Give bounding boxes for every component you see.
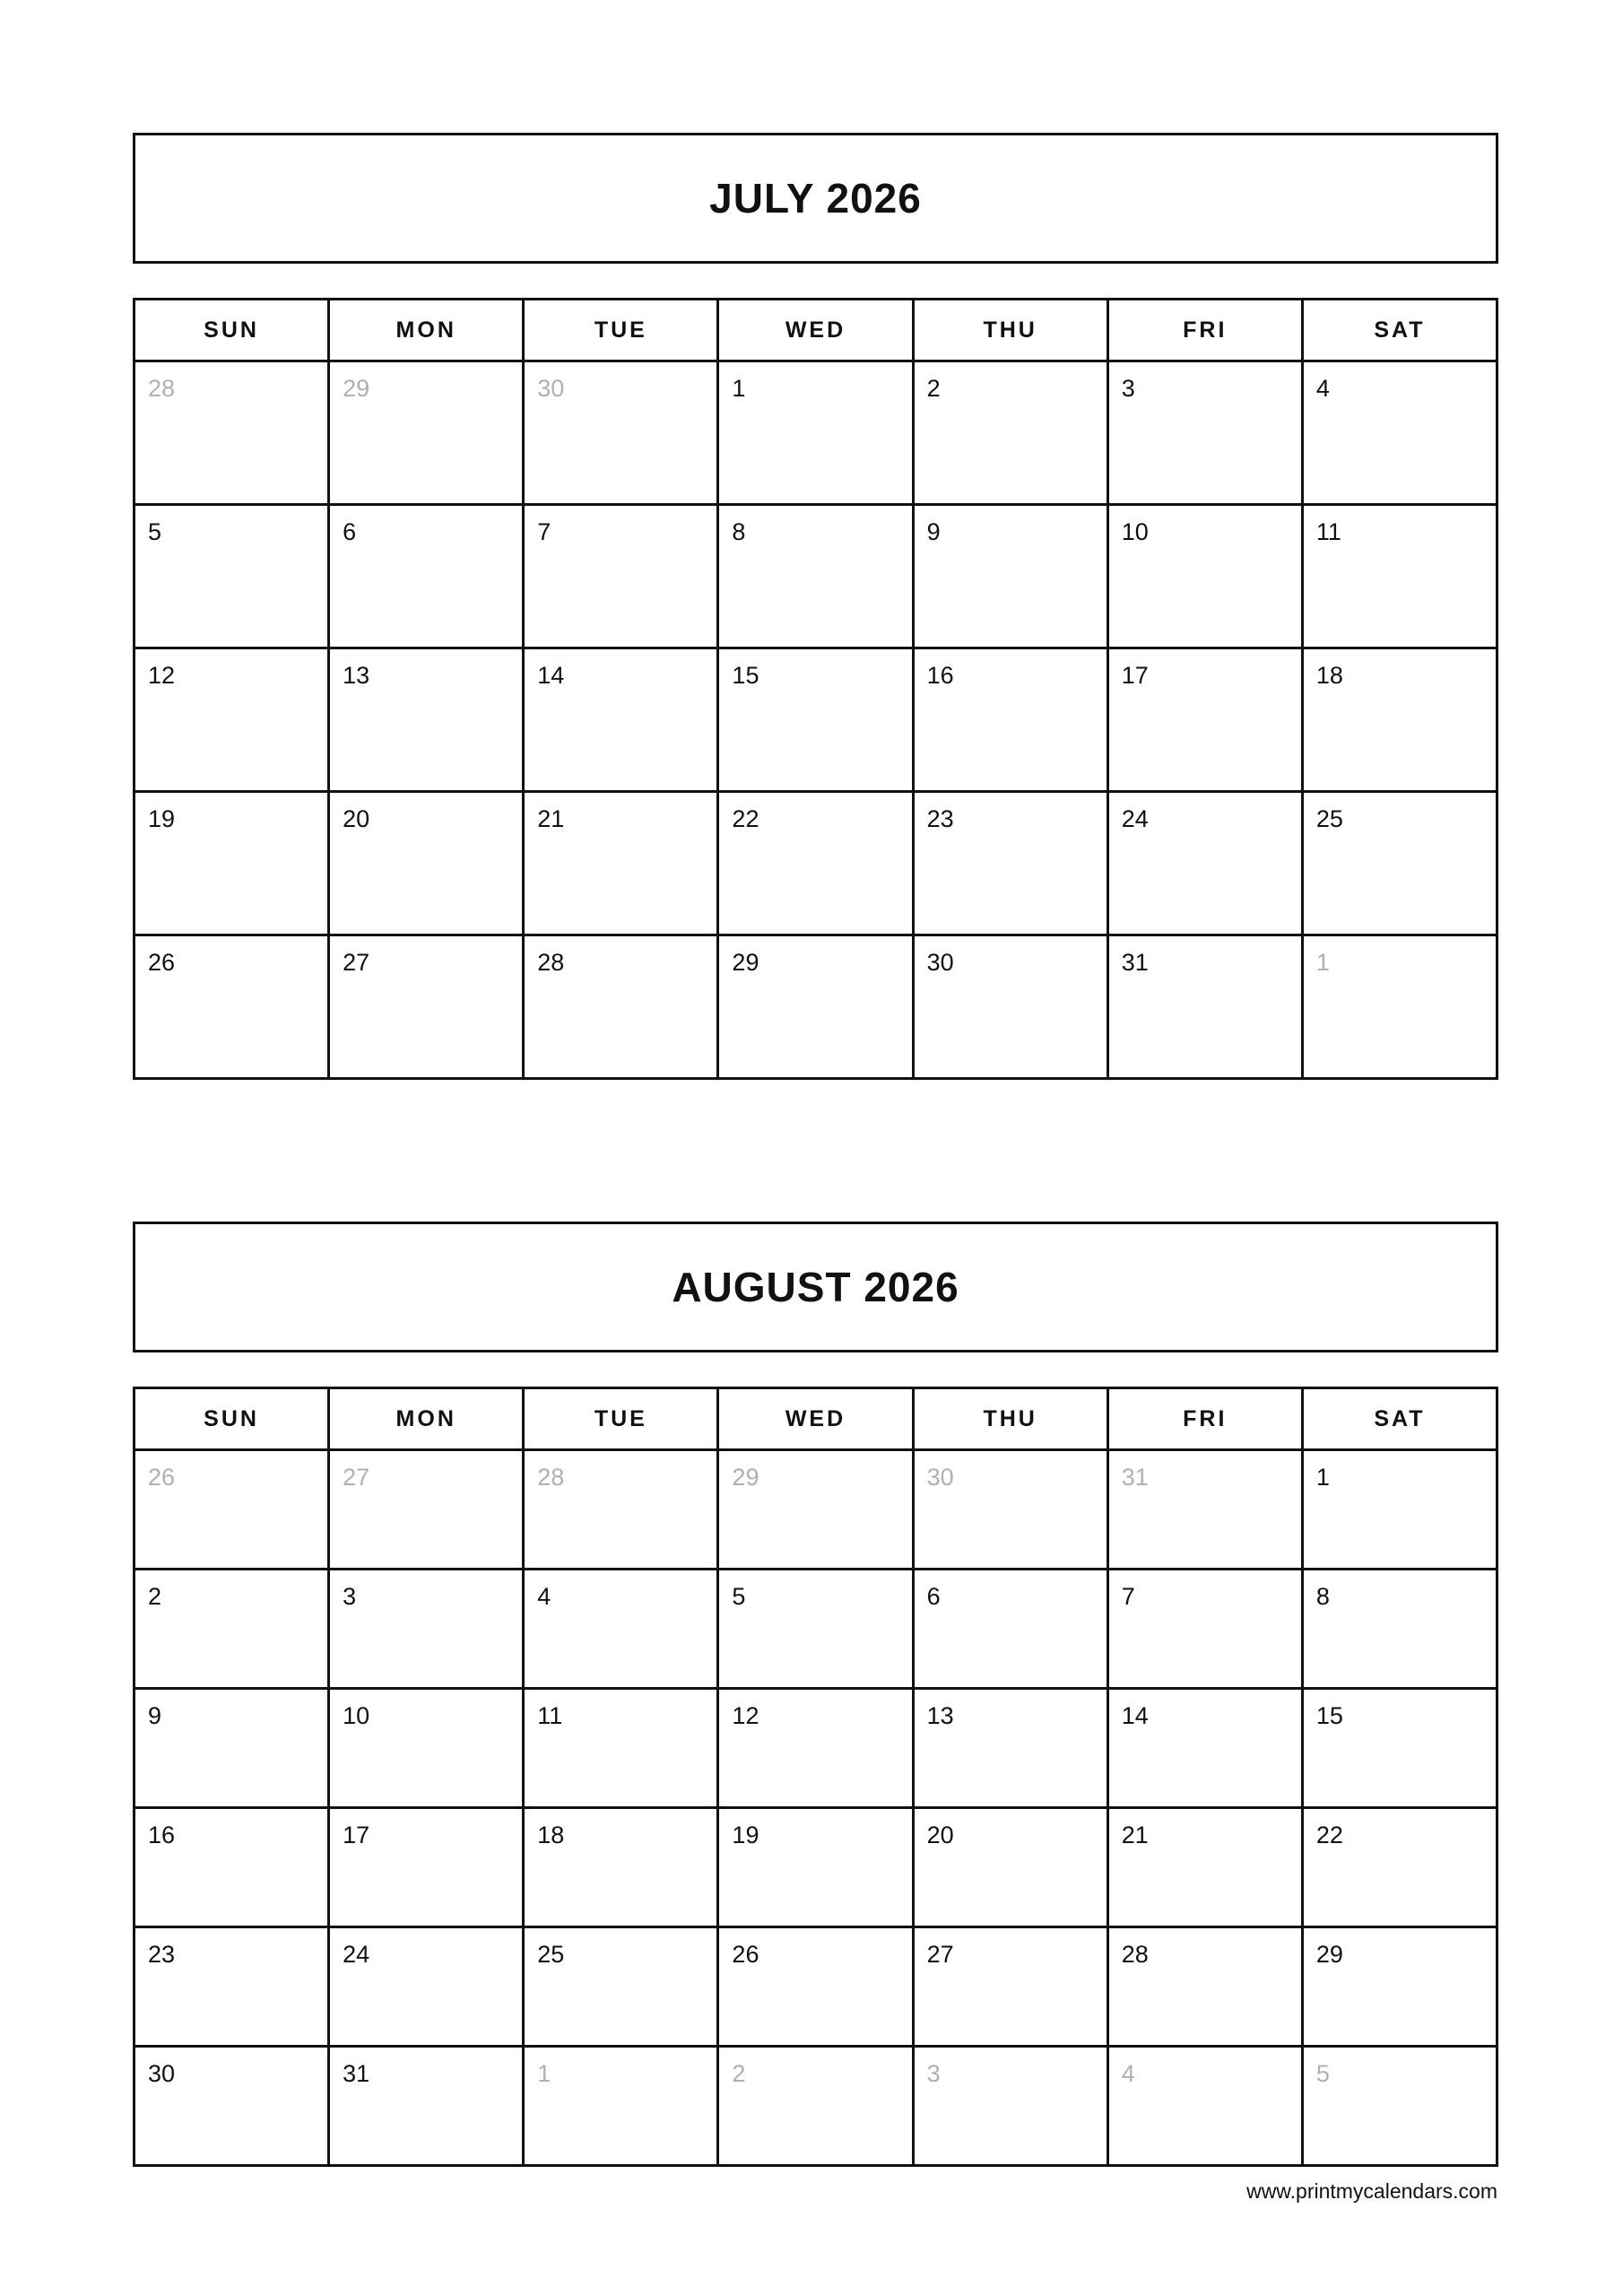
day-number: 12 xyxy=(732,1702,759,1729)
day-cell xyxy=(329,1689,524,1808)
day-cell xyxy=(718,935,913,1079)
day-cell xyxy=(1107,361,1302,505)
day-cell xyxy=(1107,1808,1302,1927)
day-cell-adjacent-month xyxy=(1302,935,1497,1079)
day-cell xyxy=(1302,792,1497,935)
day-number: 1 xyxy=(1315,949,1330,976)
day-number: 1 xyxy=(732,375,746,402)
weekday-wed: WED xyxy=(718,1388,913,1450)
day-number: 29 xyxy=(1315,1941,1343,1968)
week-row xyxy=(135,648,1497,792)
day-number: 30 xyxy=(148,2060,176,2087)
day-cell-adjacent-month xyxy=(135,361,329,505)
august-title-box xyxy=(133,1222,1498,1352)
day-cell xyxy=(1302,648,1497,792)
day-cell xyxy=(524,1570,718,1689)
day-cell xyxy=(135,648,329,792)
day-number: 4 xyxy=(1121,2060,1135,2087)
day-number: 2 xyxy=(732,2060,746,2087)
week-row xyxy=(135,2047,1497,2166)
day-number: 16 xyxy=(148,1822,176,1848)
day-number: 11 xyxy=(1315,518,1341,545)
day-cell xyxy=(718,1689,913,1808)
weekday-header-row xyxy=(135,1388,1497,1450)
day-number: 28 xyxy=(1121,1941,1149,1968)
day-cell xyxy=(718,1808,913,1927)
day-number: 4 xyxy=(1315,375,1330,402)
day-cell xyxy=(135,1689,329,1808)
day-cell xyxy=(329,792,524,935)
day-cell xyxy=(1107,792,1302,935)
day-number: 24 xyxy=(1121,805,1149,832)
day-number: 31 xyxy=(1121,1464,1149,1491)
day-number: 21 xyxy=(1121,1822,1149,1848)
day-number: 20 xyxy=(343,805,370,832)
day-cell xyxy=(1302,1689,1497,1808)
day-cell xyxy=(524,1689,718,1808)
day-number: 10 xyxy=(343,1702,370,1729)
day-number: 28 xyxy=(537,1464,565,1491)
day-cell-adjacent-month xyxy=(524,1450,718,1570)
day-number: 3 xyxy=(1121,375,1135,402)
day-number: 30 xyxy=(926,949,954,976)
july-title-box xyxy=(133,133,1498,264)
day-cell xyxy=(329,648,524,792)
day-number: 27 xyxy=(926,1941,954,1968)
weekday-thu: THU xyxy=(913,300,1107,361)
month-title-july: JULY 2026 xyxy=(709,175,922,222)
day-number: 15 xyxy=(1315,1702,1343,1729)
day-cell-adjacent-month xyxy=(718,1450,913,1570)
day-cell xyxy=(718,361,913,505)
day-number: 10 xyxy=(1121,518,1149,545)
day-number: 4 xyxy=(537,1583,551,1610)
day-number: 20 xyxy=(926,1822,954,1848)
day-cell xyxy=(718,1927,913,2047)
weekday-sun: SUN xyxy=(135,1388,329,1450)
week-row xyxy=(135,792,1497,935)
day-number: 12 xyxy=(148,662,176,689)
day-cell-adjacent-month xyxy=(913,2047,1107,2166)
week-row xyxy=(135,1570,1497,1689)
day-number: 23 xyxy=(926,805,954,832)
day-number: 30 xyxy=(926,1464,954,1491)
day-number: 6 xyxy=(343,518,357,545)
day-number: 27 xyxy=(343,1464,370,1491)
day-number: 25 xyxy=(1315,805,1343,832)
day-number: 29 xyxy=(343,375,370,402)
day-number: 29 xyxy=(732,1464,759,1491)
day-number: 15 xyxy=(732,662,759,689)
day-cell xyxy=(135,2047,329,2166)
day-number: 29 xyxy=(732,949,759,976)
weekday-wed: WED xyxy=(718,300,913,361)
day-cell xyxy=(329,935,524,1079)
day-number: 13 xyxy=(926,1702,954,1729)
day-number: 19 xyxy=(732,1822,759,1848)
day-number: 25 xyxy=(537,1941,565,1968)
day-cell xyxy=(135,935,329,1079)
day-cell xyxy=(1302,505,1497,648)
week-row xyxy=(135,505,1497,648)
day-cell xyxy=(1302,1450,1497,1570)
day-cell xyxy=(1302,1570,1497,1689)
day-number: 19 xyxy=(148,805,176,832)
day-cell xyxy=(524,1808,718,1927)
weekday-fri: FRI xyxy=(1107,1388,1302,1450)
day-cell-adjacent-month xyxy=(329,361,524,505)
day-cell xyxy=(718,505,913,648)
day-cell xyxy=(524,648,718,792)
day-cell xyxy=(913,792,1107,935)
day-cell xyxy=(913,935,1107,1079)
day-cell xyxy=(1302,361,1497,505)
day-cell-adjacent-month xyxy=(913,1450,1107,1570)
day-number: 3 xyxy=(926,2060,941,2087)
day-cell xyxy=(524,1927,718,2047)
day-number: 22 xyxy=(1315,1822,1343,1848)
day-number: 26 xyxy=(148,1464,176,1491)
day-number: 28 xyxy=(148,375,176,402)
day-cell xyxy=(718,648,913,792)
day-number: 7 xyxy=(537,518,551,545)
day-cell xyxy=(329,1570,524,1689)
day-number: 16 xyxy=(926,662,954,689)
day-cell-adjacent-month xyxy=(1302,2047,1497,2166)
day-cell xyxy=(1302,1927,1497,2047)
day-cell xyxy=(1107,935,1302,1079)
weekday-mon: MON xyxy=(329,300,524,361)
day-cell xyxy=(913,1927,1107,2047)
weekday-thu: THU xyxy=(913,1388,1107,1450)
day-cell xyxy=(1107,1570,1302,1689)
weekday-tue: TUE xyxy=(524,300,718,361)
weekday-tue: TUE xyxy=(524,1388,718,1450)
day-number: 1 xyxy=(1315,1464,1330,1491)
day-number: 8 xyxy=(732,518,746,545)
day-number: 5 xyxy=(148,518,162,545)
day-cell xyxy=(135,505,329,648)
day-cell xyxy=(1107,1927,1302,2047)
day-number: 17 xyxy=(343,1822,370,1848)
day-cell xyxy=(524,935,718,1079)
day-cell xyxy=(913,648,1107,792)
week-row xyxy=(135,1927,1497,2047)
day-cell-adjacent-month xyxy=(135,1450,329,1570)
week-row xyxy=(135,1808,1497,1927)
day-number: 28 xyxy=(537,949,565,976)
weekday-header-row xyxy=(135,300,1497,361)
day-cell xyxy=(329,1927,524,2047)
day-cell xyxy=(718,1570,913,1689)
day-cell-adjacent-month xyxy=(329,1450,524,1570)
day-number: 2 xyxy=(926,375,941,402)
day-number: 31 xyxy=(1121,949,1149,976)
day-cell-adjacent-month xyxy=(718,2047,913,2166)
day-number: 26 xyxy=(732,1941,759,1968)
day-number: 17 xyxy=(1121,662,1149,689)
day-number: 8 xyxy=(1315,1583,1330,1610)
day-cell-adjacent-month xyxy=(1107,2047,1302,2166)
day-number: 5 xyxy=(1315,2060,1330,2087)
day-number: 26 xyxy=(148,949,176,976)
day-number: 7 xyxy=(1121,1583,1135,1610)
weekday-sat: SAT xyxy=(1302,300,1497,361)
day-number: 22 xyxy=(732,805,759,832)
day-cell xyxy=(524,505,718,648)
month-title-august: AUGUST 2026 xyxy=(672,1264,959,1310)
day-number: 14 xyxy=(1121,1702,1149,1729)
day-number: 27 xyxy=(343,949,370,976)
day-number: 14 xyxy=(537,662,565,689)
day-cell xyxy=(718,792,913,935)
day-cell-adjacent-month xyxy=(524,361,718,505)
calendar-grid-august xyxy=(133,1387,1498,2167)
footer-website-url[interactable]: www.printmycalendars.com xyxy=(1246,2179,1497,2203)
day-cell xyxy=(135,1570,329,1689)
day-number: 21 xyxy=(537,805,565,832)
day-number: 31 xyxy=(343,2060,370,2087)
day-cell xyxy=(913,361,1107,505)
day-number: 18 xyxy=(1315,662,1343,689)
day-cell xyxy=(913,1689,1107,1808)
day-cell xyxy=(1107,505,1302,648)
day-cell xyxy=(329,1808,524,1927)
day-number: 30 xyxy=(537,375,565,402)
weekday-fri: FRI xyxy=(1107,300,1302,361)
day-number: 23 xyxy=(148,1941,176,1968)
day-number: 9 xyxy=(148,1702,162,1729)
day-cell xyxy=(524,792,718,935)
day-cell xyxy=(135,1927,329,2047)
day-number: 9 xyxy=(926,518,941,545)
day-number: 13 xyxy=(343,662,370,689)
day-cell xyxy=(913,505,1107,648)
day-cell xyxy=(1107,1689,1302,1808)
day-number: 5 xyxy=(732,1583,746,1610)
day-number: 3 xyxy=(343,1583,357,1610)
day-number: 11 xyxy=(537,1702,563,1729)
day-cell xyxy=(1302,1808,1497,1927)
weekday-sat: SAT xyxy=(1302,1388,1497,1450)
day-cell-adjacent-month xyxy=(1107,1450,1302,1570)
week-row xyxy=(135,1450,1497,1570)
day-cell xyxy=(329,2047,524,2166)
day-number: 18 xyxy=(537,1822,565,1848)
weekday-mon: MON xyxy=(329,1388,524,1450)
day-number: 6 xyxy=(926,1583,941,1610)
day-cell xyxy=(913,1808,1107,1927)
calendar-grid-july xyxy=(133,298,1498,1080)
day-number: 1 xyxy=(537,2060,551,2087)
day-number: 2 xyxy=(148,1583,162,1610)
day-cell xyxy=(1107,648,1302,792)
day-cell xyxy=(329,505,524,648)
week-row xyxy=(135,1689,1497,1808)
day-cell xyxy=(135,792,329,935)
week-row xyxy=(135,935,1497,1079)
week-row xyxy=(135,361,1497,505)
weekday-sun: SUN xyxy=(135,300,329,361)
day-cell xyxy=(913,1570,1107,1689)
day-cell xyxy=(135,1808,329,1927)
day-cell-adjacent-month xyxy=(524,2047,718,2166)
day-number: 24 xyxy=(343,1941,370,1968)
